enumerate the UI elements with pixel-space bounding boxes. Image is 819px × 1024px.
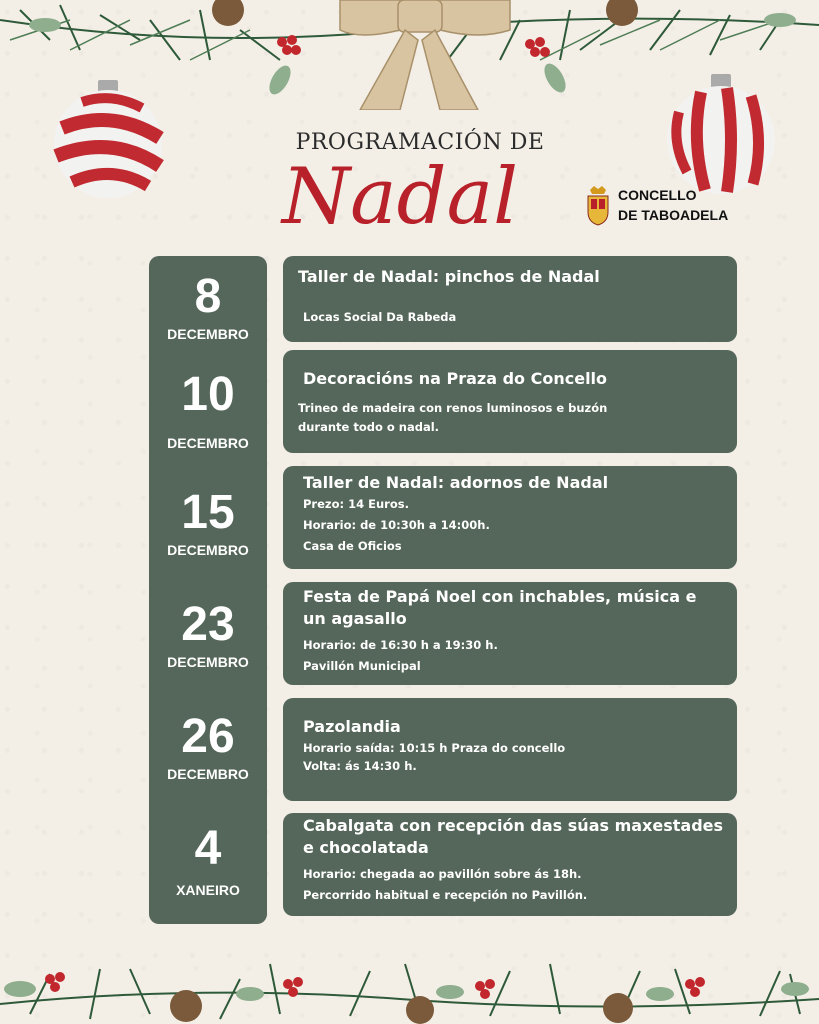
event-line: Percorrido habitual e recepción no Pavillón.	[303, 888, 588, 902]
date-number: 26	[181, 710, 235, 763]
event-card	[283, 350, 737, 453]
date-item	[149, 600, 267, 670]
date-number: 8	[194, 270, 222, 323]
event-line: Volta: ás 14:30 h.	[303, 759, 417, 773]
event-line: Casa de Oficios	[303, 539, 402, 553]
event-card	[283, 582, 737, 685]
event-title: Festa de Papá Noel con inchables, música e un agasallo	[303, 587, 697, 628]
event-card	[283, 256, 737, 342]
event-title: Taller de Nadal: pinchos de Nadal	[298, 267, 600, 286]
event-card	[283, 813, 737, 916]
title-big: Nadal	[281, 152, 519, 242]
event-card	[283, 466, 737, 569]
concello-logo	[586, 184, 728, 226]
event-card	[283, 698, 737, 801]
title-small: PROGRAMACIÓN DE	[295, 130, 545, 155]
date-item	[149, 488, 267, 558]
event-title: Taller de Nadal: adornos de Nadal	[303, 473, 609, 492]
date-number: 15	[181, 486, 235, 539]
date-item	[149, 712, 267, 782]
date-month: DECEMBRO	[167, 435, 249, 451]
striped-ornament-left	[52, 78, 164, 200]
date-month: DECEMBRO	[167, 654, 249, 670]
date-item	[149, 370, 267, 451]
org-line2: DE TABOADELA	[618, 207, 729, 223]
date-month: XANEIRO	[176, 882, 240, 898]
event-line: Horario: de 10:30h a 14:00h.	[303, 518, 490, 532]
event-line: Horario: de 16:30 h a 19:30 h.	[303, 638, 498, 652]
date-month: DECEMBRO	[167, 542, 249, 558]
event-line: Prezo: 14 Euros.	[303, 497, 409, 511]
date-month: DECEMBRO	[167, 766, 249, 782]
event-line: Locas Social Da Rabeda	[303, 310, 457, 324]
date-item	[149, 272, 267, 342]
date-month: DECEMBRO	[167, 326, 249, 342]
event-line: durante todo o nadal.	[298, 420, 440, 434]
date-number: 10	[181, 368, 235, 421]
date-number: 23	[181, 598, 235, 651]
pine-garland-bottom	[0, 944, 819, 1024]
event-title: Decoracións na Praza do Concello	[303, 369, 608, 388]
coat-of-arms-icon	[586, 184, 610, 226]
event-line: Trineo de madeira con renos luminosos e buzón	[298, 401, 608, 415]
event-title: Pazolandia	[303, 717, 401, 736]
date-number: 4	[194, 822, 222, 875]
date-item	[149, 824, 267, 898]
event-title: Cabalgata con recepción das súas maxestades e chocolatada	[303, 816, 724, 857]
event-line: Horario: chegada ao pavillón sobre ás 18h.	[303, 867, 582, 881]
event-line: Pavillón Municipal	[303, 659, 421, 673]
event-line: Horario saída: 10:15 h Praza do concello	[303, 741, 566, 755]
striped-ornament-right	[665, 72, 777, 196]
org-line1: CONCELLO	[618, 187, 697, 203]
